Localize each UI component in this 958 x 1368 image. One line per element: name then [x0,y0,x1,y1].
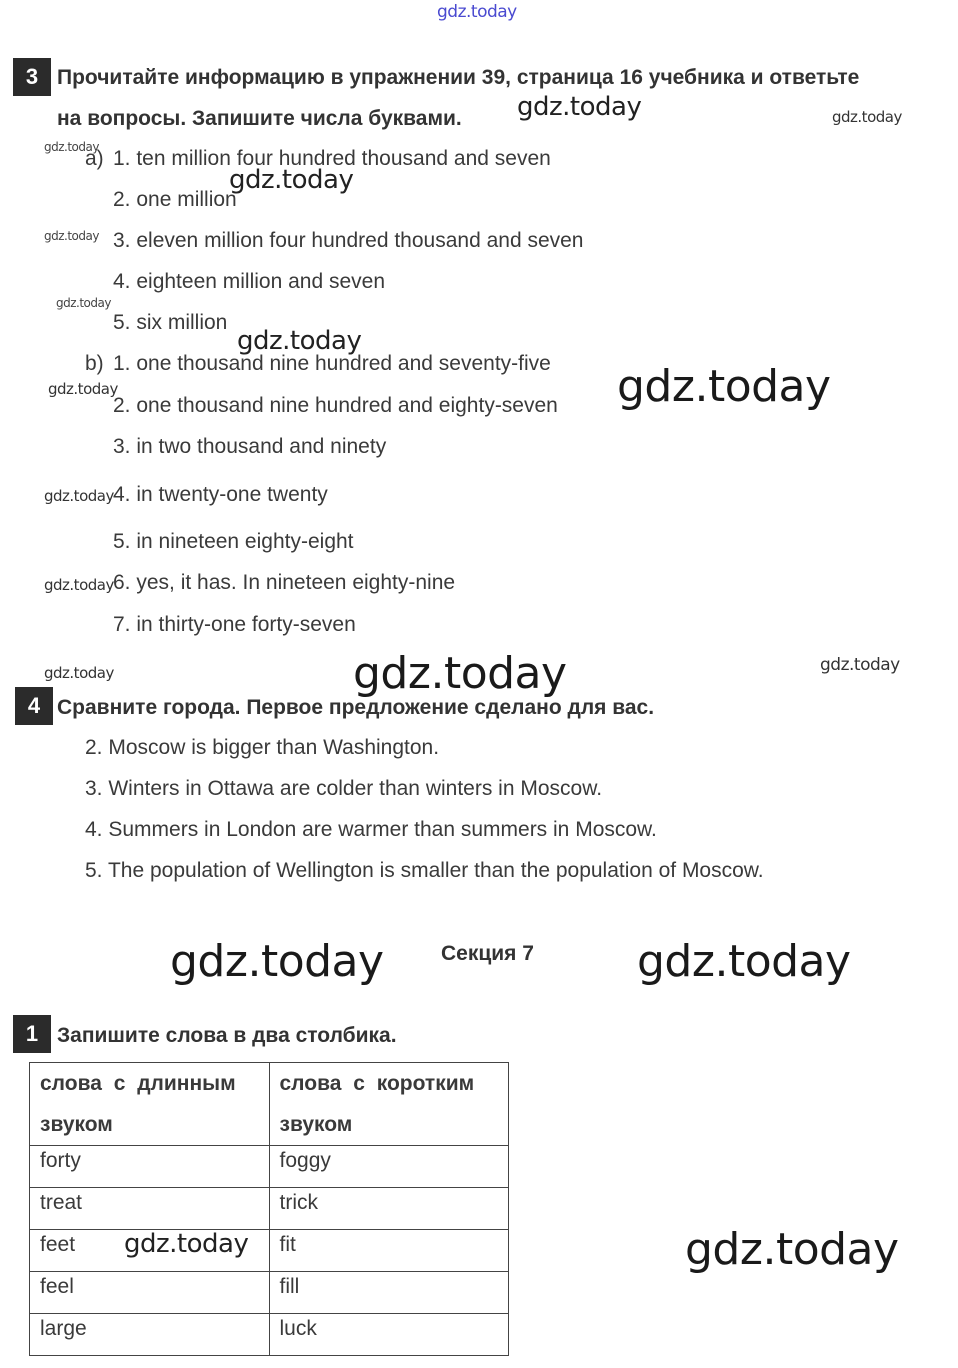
table-row [30,1188,509,1230]
watermark: gdz.today [44,487,114,505]
answer-item: 1. ten million four hundred thousand and seven [113,147,551,170]
task-number-box: 3 [13,58,51,96]
watermark: gdz.today [617,361,831,412]
table-cell: treat [30,1188,270,1230]
answer-item: 3. Winters in Ottawa are colder than winters in Moscow. [85,777,603,800]
answer-item: 5. The population of Wellington is smaller than the population of Moscow. [85,859,764,882]
table-cell: fit [269,1230,509,1272]
answer-label-a: a) [85,147,104,170]
answer-item: 4. eighteen million and seven [113,270,386,293]
table-cell: fill [269,1272,509,1314]
answer-item: 2. one thousand nine hundred and eighty-seven [113,394,558,417]
watermark: gdz.today [237,326,362,356]
answer-item: 3. in two thousand and ninety [113,435,387,458]
table-cell: large [30,1314,270,1356]
watermark: gdz.today [56,296,111,310]
watermark: gdz.today [229,165,354,195]
task3-title-line2: на вопросы. Запишите числа буквами. [57,107,462,130]
watermark: gdz.today [517,92,642,122]
watermark: gdz.today [685,1224,899,1275]
answer-label-b: b) [85,352,104,375]
table-cell: forty [30,1146,270,1188]
table-row [30,1230,509,1272]
watermark: gdz.today [170,936,384,987]
answer-item: 4. in twenty-one twenty [113,483,328,506]
column-header-long: слова с длинным звуком [30,1063,270,1146]
column-header-short: слова с коротким звуком [269,1063,509,1146]
task-number-box: 4 [15,687,53,725]
task-number-box: 1 [13,1015,51,1053]
watermark: gdz.today [44,664,114,682]
watermark: gdz.today [44,229,99,243]
watermark: gdz.today [124,1229,249,1259]
table-header-row [30,1063,509,1146]
table-cell: luck [269,1314,509,1356]
words-table [29,1062,509,1356]
watermark: gdz.today [820,655,900,675]
answer-item: 5. in nineteen eighty-eight [113,530,354,553]
answer-item: 4. Summers in London are warmer than summers in Moscow. [85,818,657,841]
watermark: gdz.today [637,936,851,987]
table-cell: feet [30,1230,270,1272]
watermark: gdz.today [353,648,567,699]
task3-title-line1: Прочитайте информацию в упражнении 39, страница 16 учебника и ответьте [57,66,860,89]
watermark-top: gdz.today [437,2,517,22]
watermark: gdz.today [44,576,114,594]
table-cell: foggy [269,1146,509,1188]
answer-item: 2. one million [113,188,237,211]
watermark: gdz.today [832,108,902,126]
watermark: gdz.today [48,380,118,398]
task1-title: Запишите слова в два столбика. [57,1024,397,1047]
section-title: Секция 7 [441,942,534,965]
table-row [30,1146,509,1188]
answer-item: 1. one thousand nine hundred and seventy-five [113,352,551,375]
answer-item: 5. six million [113,311,228,334]
watermark: gdz.today [44,140,99,154]
answer-item: 3. eleven million four hundred thousand and seven [113,229,584,252]
task4-title: Сравните города. Первое предложение сделано для вас. [57,696,655,719]
table-cell: feel [30,1272,270,1314]
table-cell: trick [269,1188,509,1230]
answer-item: 6. yes, it has. In nineteen eighty-nine [113,571,456,594]
answer-item: 2. Moscow is bigger than Washington. [85,736,440,759]
table-row [30,1314,509,1356]
answer-item: 7. in thirty-one forty-seven [113,613,356,636]
table-row [30,1272,509,1314]
